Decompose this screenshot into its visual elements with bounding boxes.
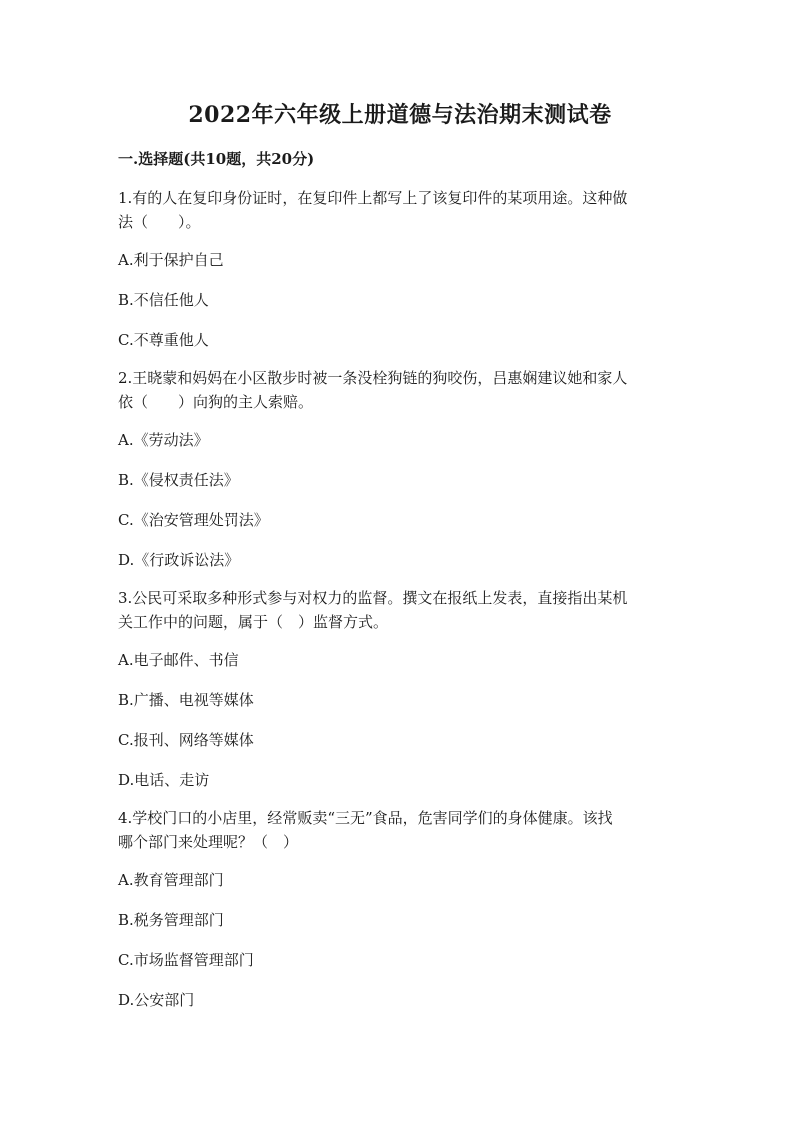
q1-stem-line-1: 1.有的人在复印身份证时，在复印件上都写上了该复印件的某项用途。这种做: [118, 189, 628, 207]
q4-option-d: D.公安部门: [118, 991, 195, 1009]
q1-stem-line-2: 法（ ）。: [118, 213, 201, 231]
q1-option-b: B.不信任他人: [118, 291, 209, 309]
q3-option-d: D.电话、走访: [118, 771, 210, 789]
q2-option-b: B.《侵权责任法》: [118, 471, 239, 489]
q3-option-c: C.报刊、网络等媒体: [118, 731, 254, 749]
q3-option-a: A.电子邮件、书信: [118, 651, 239, 669]
q4-option-c: C.市场监督管理部门: [118, 951, 254, 969]
q3-stem-line-2: 关工作中的问题，属于（ ）监督方式。: [118, 613, 389, 631]
q4-option-b: B.税务管理部门: [118, 911, 224, 929]
q4-stem-line-1: 4.学校门口的小店里，经常贩卖“三无”食品，危害同学们的身体健康。该找: [118, 809, 613, 827]
q2-option-a: A.《劳动法》: [118, 431, 209, 449]
q2-option-d: D.《行政诉讼法》: [118, 551, 240, 569]
q4-stem-line-2: 哪个部门来处理呢？（ ）: [118, 833, 299, 851]
q4-option-a: A.教育管理部门: [118, 871, 224, 889]
page-title: 2022年六年级上册道德与法治期末测试卷: [188, 102, 612, 128]
q3-option-b: B.广播、电视等媒体: [118, 691, 254, 709]
q1-option-a: A.利于保护自己: [118, 251, 224, 269]
q1-option-c: C.不尊重他人: [118, 331, 209, 349]
q2-option-c: C.《治安管理处罚法》: [118, 511, 269, 529]
section-heading: 一.选择题(共10题，共20分): [118, 150, 315, 168]
q2-stem-line-1: 2.王晓蒙和妈妈在小区散步时被一条没栓狗链的狗咬伤，吕惠娴建议她和家人: [118, 369, 628, 387]
q2-stem-line-2: 依（ ）向狗的主人索赔。: [118, 393, 314, 411]
q3-stem-line-1: 3.公民可采取多种形式参与对权力的监督。撰文在报纸上发表，直接指出某机: [118, 589, 628, 607]
